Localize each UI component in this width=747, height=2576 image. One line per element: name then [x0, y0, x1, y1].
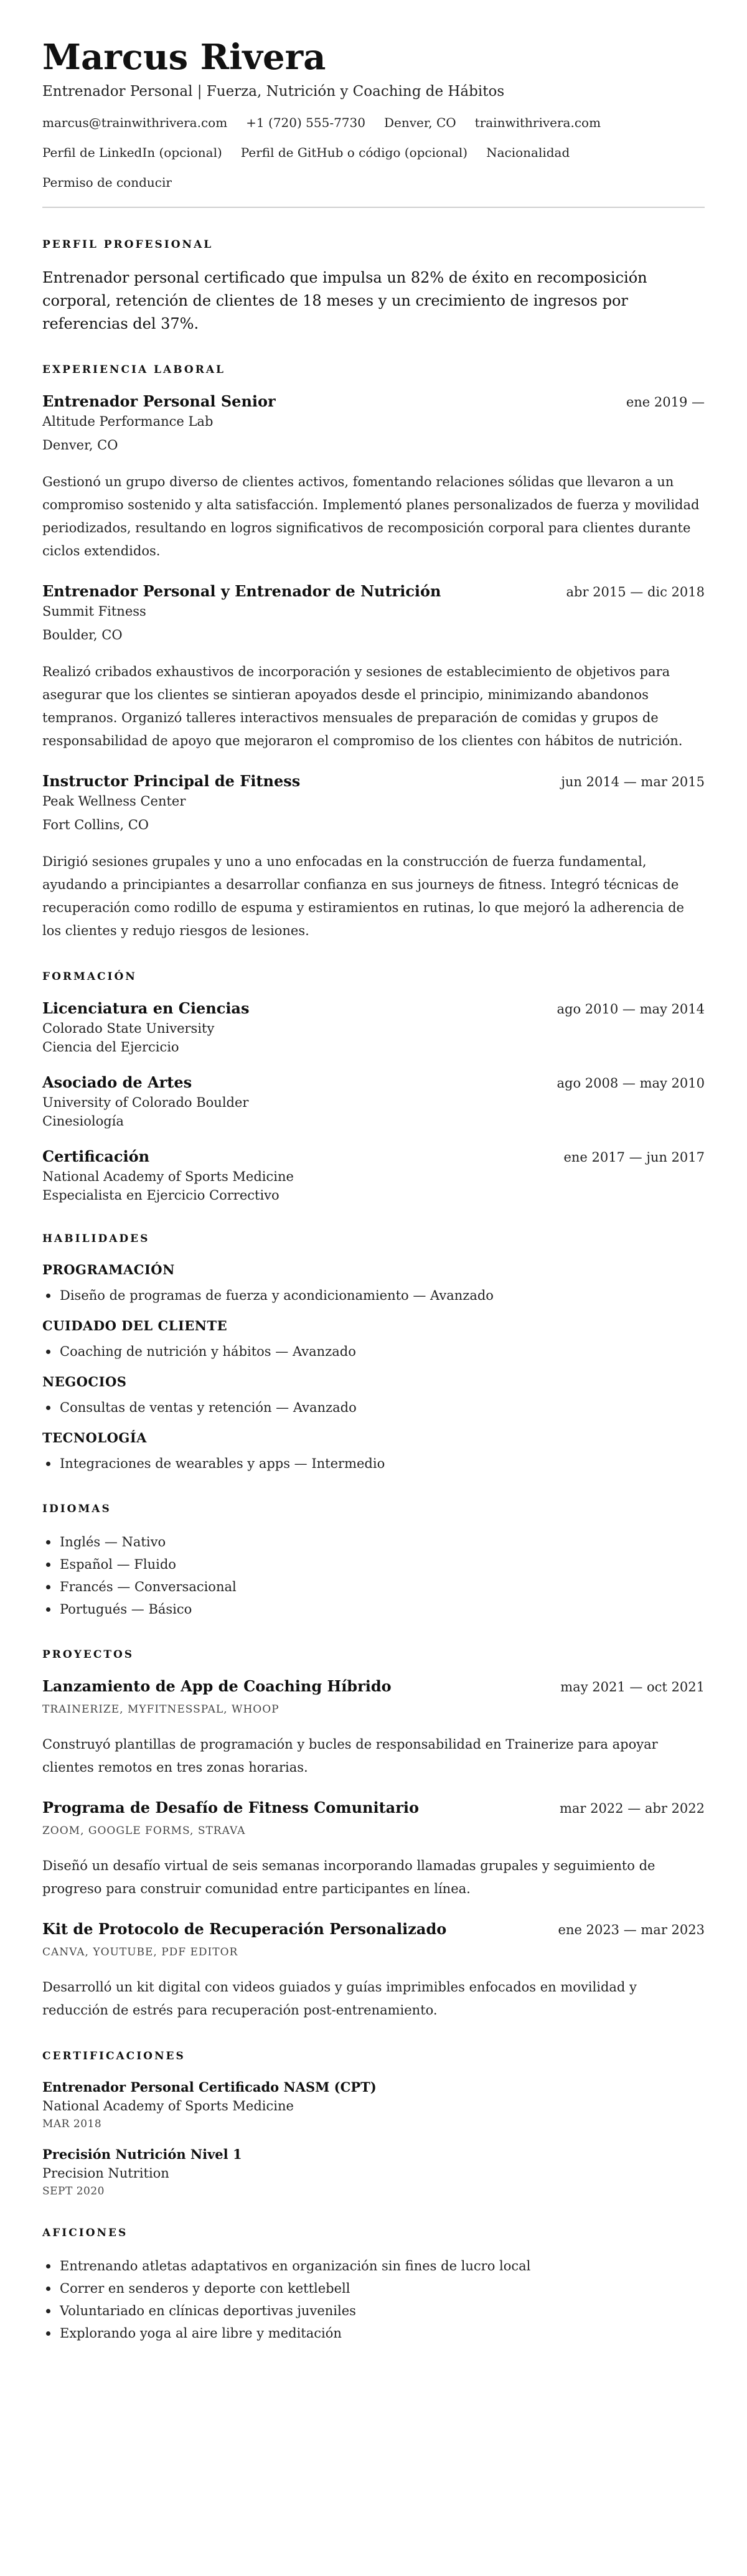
- field-of-study: Cinesiología: [42, 1114, 124, 1129]
- certifications-section: [42, 2049, 705, 2199]
- project-title: Kit de Protocolo de Recuperación Personalizado: [42, 1920, 447, 1938]
- summary-section: [42, 238, 705, 336]
- job-company: Peak Wellness Center: [42, 794, 186, 809]
- language-item: Inglés — Nativo: [42, 1531, 705, 1553]
- job-location: Boulder, CO: [42, 628, 123, 642]
- header-divider: [42, 207, 705, 208]
- hobbies-section: [42, 2226, 705, 2344]
- certification-name: Entrenador Personal Certificado NASM (CPT): [42, 2079, 377, 2095]
- summary-text: Entrenador personal certificado que impulsa un 82% de éxito en recomposición corporal, retención de clientes de 18 meses y un crecimiento de ingresos por referencias del 37%.: [42, 269, 647, 332]
- contact-website[interactable]: trainwithrivera.com: [474, 115, 601, 130]
- skill-category: CUIDADO DEL CLIENTE: [42, 1318, 228, 1333]
- section-title: FORMACIÓN: [42, 971, 137, 983]
- degree-title: Certificación: [42, 1147, 150, 1165]
- project-tech: CANVA, YOUTUBE, PDF EDITOR: [42, 1946, 238, 1958]
- skill-item: Diseño de programas de fuerza y acondicionamiento — Avanzado: [42, 1284, 705, 1307]
- experience-section: [42, 363, 705, 942]
- job-company: Altitude Performance Lab: [42, 414, 214, 429]
- certification-issuer: National Academy of Sports Medicine: [42, 2099, 294, 2113]
- skill-item: Consultas de ventas y retención — Avanzado: [42, 1396, 705, 1419]
- job-dates: ene 2019 —: [626, 395, 705, 410]
- contact-info: [42, 115, 705, 190]
- hobby-item: Correr en senderos y deporte con kettlebell: [42, 2277, 705, 2300]
- school-name: Colorado State University: [42, 1021, 215, 1036]
- job-description: Realizó cribados exhaustivos de incorporación y sesiones de establecimiento de objetivos para asegurar que los clientes se sintieran apoyados desde el principio, minimizando abandonos tempranos. Organizó talleres interactivos mensuales de preparación de comidas y grupos de responsabilidad de apoyo que mejoraron el compromiso de los clientes con hábitos de nutrición.: [42, 664, 683, 748]
- languages-section: [42, 1502, 705, 1620]
- project-description: Diseñó un desafío virtual de seis semanas incorporando llamadas grupales y seguimiento de progreso para construir comunidad entre participantes en línea.: [42, 1858, 655, 1896]
- project-dates: may 2021 — oct 2021: [560, 1680, 705, 1695]
- job-location: Denver, CO: [42, 438, 118, 453]
- contact-email[interactable]: marcus@trainwithrivera.com: [42, 115, 228, 130]
- hobby-item: Explorando yoga al aire libre y meditación: [42, 2322, 705, 2344]
- certification-issuer: Precision Nutrition: [42, 2166, 169, 2181]
- certification-date: SEPT 2020: [42, 2185, 105, 2198]
- education-dates: ene 2017 — jun 2017: [563, 1150, 705, 1165]
- contact-nationality: Nacionalidad: [486, 145, 570, 160]
- section-title: HABILIDADES: [42, 1233, 150, 1245]
- contact-row: [42, 174, 705, 190]
- skill-group: [42, 1373, 705, 1419]
- hobby-item: Entrenando atletas adaptativos en organización sin fines de lucro local: [42, 2255, 705, 2277]
- project-title: Programa de Desafío de Fitness Comunitario: [42, 1798, 420, 1817]
- project-tech: ZOOM, GOOGLE FORMS, STRAVA: [42, 1825, 246, 1837]
- education-dates: ago 2010 — may 2014: [557, 1002, 705, 1017]
- project-dates: ene 2023 — mar 2023: [558, 1922, 705, 1937]
- section-title: PERFIL PROFESIONAL: [42, 238, 214, 251]
- education-dates: ago 2008 — may 2010: [557, 1076, 705, 1091]
- contact-phone[interactable]: +1 (720) 555-7730: [246, 115, 365, 130]
- project-title: Lanzamiento de App de Coaching Híbrido: [42, 1677, 392, 1695]
- candidate-name: Marcus Rivera: [42, 37, 326, 78]
- degree-title: Asociado de Artes: [42, 1073, 192, 1091]
- job-title: Entrenador Personal y Entrenador de Nutrición: [42, 582, 441, 600]
- skill-item: Integraciones de wearables y apps — Intermedio: [42, 1452, 705, 1475]
- project-tech: TRAINERIZE, MYFITNESSPAL, WHOOP: [42, 1703, 280, 1716]
- skill-category: TECNOLOGÍA: [42, 1430, 147, 1445]
- project-description: Desarrolló un kit digital con videos guiados y guías imprimibles enfocados en movilidad y reducción de estrés para recuperación post-entrenamiento.: [42, 1980, 637, 2018]
- skill-group: [42, 1317, 705, 1363]
- section-title: AFICIONES: [42, 2227, 128, 2239]
- project-description: Construyó plantillas de programación y bucles de responsabilidad en Trainerize para apoyar clientes remotos en tres zonas horarias.: [42, 1737, 658, 1775]
- school-name: University of Colorado Boulder: [42, 1095, 249, 1110]
- job-company: Summit Fitness: [42, 604, 146, 619]
- contact-driving-license: Permiso de conducir: [42, 175, 172, 190]
- contact-linkedin[interactable]: Perfil de LinkedIn (opcional): [42, 145, 222, 160]
- skill-category: NEGOCIOS: [42, 1374, 127, 1389]
- experience-entry: [42, 392, 705, 563]
- skill-category: PROGRAMACIÓN: [42, 1262, 175, 1277]
- experience-entry: [42, 581, 705, 753]
- projects-section: [42, 1648, 705, 2022]
- job-title: Instructor Principal de Fitness: [42, 772, 301, 790]
- field-of-study: Especialista en Ejercicio Correctivo: [42, 1188, 280, 1203]
- certification-entry: [42, 2078, 705, 2132]
- job-dates: jun 2014 — mar 2015: [561, 774, 705, 789]
- degree-title: Licenciatura en Ciencias: [42, 999, 250, 1017]
- field-of-study: Ciencia del Ejercicio: [42, 1040, 179, 1055]
- education-section: [42, 970, 705, 1205]
- language-item: Portugués — Básico: [42, 1598, 705, 1620]
- skills-section: [42, 1232, 705, 1475]
- language-item: Francés — Conversacional: [42, 1576, 705, 1598]
- certification-entry: [42, 2145, 705, 2199]
- hobby-item: Voluntariado en clínicas deportivas juveniles: [42, 2300, 705, 2322]
- section-title: PROYECTOS: [42, 1648, 134, 1661]
- project-entry: [42, 1676, 705, 1779]
- contact-row: [42, 144, 705, 161]
- skill-group: [42, 1429, 705, 1475]
- project-entry: [42, 1798, 705, 1901]
- language-item: Español — Fluido: [42, 1553, 705, 1576]
- job-description: Dirigió sesiones grupales y uno a uno enfocadas en la construcción de fuerza fundamental, ayudando a principiantes a desarrollar confianza en sus journeys de fitness. Integró técnicas de recuperación como rodillo de espuma y estiramientos en rutinas, lo que mejoró la adherencia de los clientes y redujo riesgos de lesiones.: [42, 854, 684, 938]
- job-description: Gestionó un grupo diverso de clientes activos, fomentando relaciones sólidas que llevaron a un compromiso sostenido y alta satisfacción. Implementó planes personalizados de fuerza y movilidad periodizados, resultando en logros significativos de recomposición corporal para clientes durante ciclos extendidos.: [42, 474, 700, 558]
- certification-date: MAR 2018: [42, 2118, 102, 2130]
- job-dates: abr 2015 — dic 2018: [566, 585, 705, 599]
- school-name: National Academy of Sports Medicine: [42, 1169, 294, 1184]
- experience-entry: [42, 771, 705, 942]
- skill-group: [42, 1261, 705, 1307]
- section-title: CERTIFICACIONES: [42, 2050, 186, 2062]
- skill-item: Coaching de nutrición y hábitos — Avanzado: [42, 1340, 705, 1363]
- job-title: Entrenador Personal Senior: [42, 392, 276, 410]
- job-location: Fort Collins, CO: [42, 817, 149, 832]
- certification-name: Precisión Nutrición Nivel 1: [42, 2146, 242, 2162]
- resume-header: [42, 35, 705, 190]
- project-dates: mar 2022 — abr 2022: [559, 1801, 705, 1816]
- education-entry: [42, 999, 705, 1056]
- contact-location: Denver, CO: [383, 115, 456, 130]
- education-entry: [42, 1073, 705, 1131]
- section-title: IDIOMAS: [42, 1503, 111, 1515]
- contact-row: [42, 115, 705, 131]
- contact-github[interactable]: Perfil de GitHub o código (opcional): [240, 145, 468, 160]
- candidate-headline: Entrenador Personal | Fuerza, Nutrición y Coaching de Hábitos: [42, 83, 505, 100]
- project-entry: [42, 1919, 705, 2022]
- section-title: EXPERIENCIA LABORAL: [42, 364, 225, 376]
- education-entry: [42, 1147, 705, 1205]
